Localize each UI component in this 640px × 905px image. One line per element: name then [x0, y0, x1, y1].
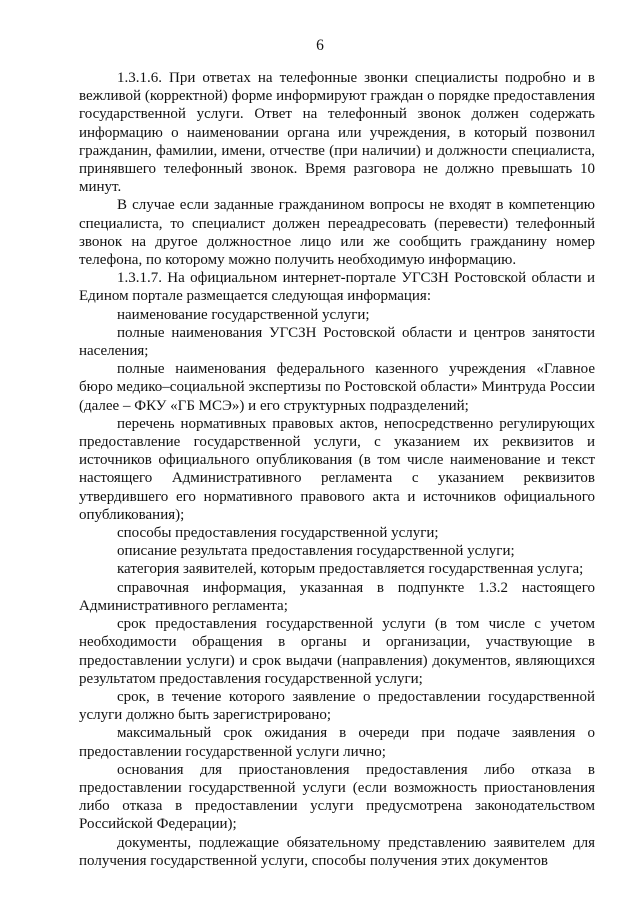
list-item-ugszn-names: полные наименования УГСЗН Ростовской области и центров занятости населения; — [79, 324, 595, 360]
page-number: 6 — [316, 37, 324, 54]
list-item-reference-info: справочная информация, указанная в подпункте 1.3.2 настоящего Административного регламента; — [79, 579, 595, 614]
list-item-applicant-category: категория заявителей, которым предоставляется государственная услуга; — [117, 561, 584, 578]
document-body — [79, 69, 595, 870]
list-item-suspension-grounds: основания для приостановления предоставления либо отказа в предоставлении государственной услуги (если возможность приостановления либо отказа в предоставлении услуги предусмотрена законодательством Российской Федерации); — [79, 761, 595, 833]
list-item-fku-names: полные наименования федерального казенного учреждения «Главное бюро медико–социальной экспертизы по Ростовской области» Минтруда России (далее – ФКУ «ГБ МСЭ») и его структурных подразделений; — [79, 361, 595, 414]
list-item-registration-term: срок, в течение которого заявление о предоставлении государственной услуги должно быть зарегистрировано; — [79, 688, 595, 724]
list-item-service-name: наименование государственной услуги; — [117, 306, 370, 323]
paragraph-1-3-1-6: 1.3.1.6. При ответах на телефонные звонки специалисты подробно и в вежливой (корректной) форме информируют граждан о порядке предоставления государственной услуги. Ответ на телефонный звонок должен содержать информацию о наименовании органа или учреждения, в который позвонил гражданин, фамилии, имени, отчестве (при наличии) и должности специалиста, принявшего телефонный звонок. Время разговора не должно превышать 10 минут. — [79, 70, 595, 196]
paragraph-1-3-1-7: 1.3.1.7. На официальном интернет-портале УГСЗН Ростовской области и Едином портале размещается следующая информация: — [79, 270, 595, 305]
paragraph-redirect-call: В случае если заданные гражданином вопросы не входят в компетенцию специалиста, то специалист должен переадресовать (перевести) телефонный звонок на другое должностное лицо или же сообщить гражданину номер телефона, по которому можно получить необходимую информацию. — [79, 197, 595, 269]
list-item-result-description: описание результата предоставления государственной услуги; — [117, 543, 515, 560]
list-item-required-documents: документы, подлежащие обязательному представлению заявителем для получения государственной услуги, способы получения этих документов — [79, 834, 595, 869]
list-item-queue-time: максимальный срок ожидания в очереди при подаче заявления о предоставлении государственной услуги лично; — [79, 725, 595, 760]
list-item-service-methods: способы предоставления государственной услуги; — [117, 525, 439, 542]
list-item-service-term: срок предоставления государственной услуги (в том числе с учетом необходимости обращения в органы и организации, участвующие в предоставлении услуги) и срок выдачи (направления) документов, являющихся результатом предоставления государственной услуги; — [79, 616, 595, 687]
list-item-legal-acts: перечень нормативных правовых актов, непосредственно регулирующих предоставление государственной услуги, с указанием их реквизитов и источников официального опубликования (в том числе наименование и текст настоящего Административного регламента с указанием реквизитов утвердившего его нормативного правового акта и источников официального опубликования); — [79, 415, 595, 523]
